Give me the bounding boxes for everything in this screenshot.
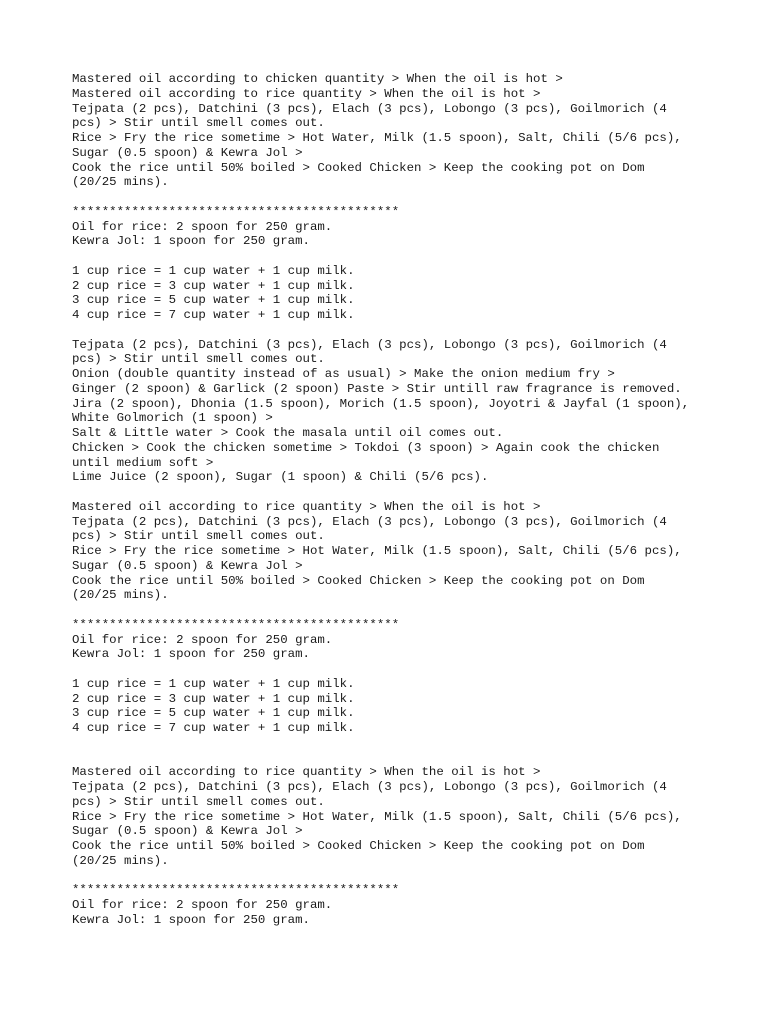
text-line: Sugar (0.5 spoon) & Kewra Jol > [72, 145, 303, 160]
text-line: Kewra Jol: 1 spoon for 250 gram. [72, 912, 310, 927]
text-line: Sugar (0.5 spoon) & Kewra Jol > [72, 558, 303, 573]
text-line: Rice > Fry the rice sometime > Hot Water, Milk (1.5 spoon), Salt, Chili (5/6 pcs), [72, 131, 682, 145]
blank-line [72, 249, 712, 264]
text-line: 2 cup rice = 3 cup water + 1 cup milk. [72, 278, 355, 293]
text-line: (20/25 mins). [72, 175, 169, 190]
document-body [72, 72, 712, 928]
blank-line [72, 485, 712, 500]
text-line: Kewra Jol: 1 spoon for 250 gram. [72, 234, 310, 249]
blank-line [72, 869, 712, 884]
text-line: Onion (double quantity instead of as usual) > Make the onion medium fry > [72, 367, 615, 381]
blank-line [72, 323, 712, 338]
text-line: 4 cup rice = 7 cup water + 1 cup milk. [72, 308, 355, 322]
text-line: pcs) > Stir until smell comes out. [72, 794, 325, 809]
blank-line [72, 736, 712, 751]
text-line: Lime Juice (2 spoon), Sugar (1 spoon) & Chili (5/6 pcs). [72, 470, 489, 485]
text-line: White Golmorich (1 spoon) > [72, 411, 273, 426]
text-line: Cook the rice until 50% boiled > Cooked Chicken > Keep the cooking pot on Dom [72, 160, 645, 175]
text-line: until medium soft > [72, 455, 214, 470]
text-line: pcs) > Stir until smell comes out. [72, 529, 325, 544]
blank-line [72, 603, 712, 618]
text-line: Cook the rice until 50% boiled > Cooked Chicken > Keep the cooking pot on Dom [72, 839, 645, 853]
text-line: pcs) > Stir until smell comes out. [72, 116, 325, 131]
text-line: Tejpata (2 pcs), Datchini (3 pcs), Elach (3 pcs), Lobongo (3 pcs), Goilmorich (4 [72, 101, 667, 116]
blank-line [72, 751, 712, 766]
text-line: Jira (2 spoon), Dhonia (1.5 spoon), Morich (1.5 spoon), Joyotri & Jayfal (1 spoon), [72, 396, 690, 411]
text-line: (20/25 mins). [72, 588, 169, 603]
text-line: pcs) > Stir until smell comes out. [72, 352, 325, 367]
text-line: Sugar (0.5 spoon) & Kewra Jol > [72, 824, 303, 839]
text-line: 3 cup rice = 5 cup water + 1 cup milk. [72, 293, 355, 308]
text-line: 2 cup rice = 3 cup water + 1 cup milk. [72, 691, 355, 706]
text-line: Rice > Fry the rice sometime > Hot Water, Milk (1.5 spoon), Salt, Chili (5/6 pcs), [72, 544, 682, 558]
text-line: Mastered oil according to rice quantity > When the oil is hot > [72, 765, 541, 780]
text-line: Rice > Fry the rice sometime > Hot Water, Milk (1.5 spoon), Salt, Chili (5/6 pcs), [72, 809, 682, 824]
separator-line: ******************************************** [72, 617, 400, 632]
text-line: Tejpata (2 pcs), Datchini (3 pcs), Elach (3 pcs), Lobongo (3 pcs), Goilmorich (4 [72, 780, 667, 794]
text-line: 1 cup rice = 1 cup water + 1 cup milk. [72, 676, 355, 691]
text-line: Oil for rice: 2 spoon for 250 gram. [72, 219, 333, 234]
text-line: 3 cup rice = 5 cup water + 1 cup milk. [72, 706, 355, 721]
text-line: Kewra Jol: 1 spoon for 250 gram. [72, 647, 310, 662]
text-line: Cook the rice until 50% boiled > Cooked Chicken > Keep the cooking pot on Dom [72, 573, 645, 588]
separator-line: ******************************************** [72, 204, 400, 219]
text-line: Mastered oil according to rice quantity > When the oil is hot > [72, 499, 541, 514]
blank-line [72, 662, 712, 677]
text-line: Oil for rice: 2 spoon for 250 gram. [72, 632, 333, 647]
text-line: Ginger (2 spoon) & Garlick (2 spoon) Paste > Stir untill raw fragrance is removed. [72, 381, 682, 396]
text-line: Mastered oil according to rice quantity > When the oil is hot > [72, 86, 541, 101]
text-line: Mastered oil according to chicken quantity > When the oil is hot > [72, 72, 563, 86]
text-line: 1 cup rice = 1 cup water + 1 cup milk. [72, 263, 355, 278]
text-line: Tejpata (2 pcs), Datchini (3 pcs), Elach (3 pcs), Lobongo (3 pcs), Goilmorich (4 [72, 514, 667, 529]
text-line: Oil for rice: 2 spoon for 250 gram. [72, 898, 333, 912]
text-line: Tejpata (2 pcs), Datchini (3 pcs), Elach (3 pcs), Lobongo (3 pcs), Goilmorich (4 [72, 337, 667, 352]
blank-line [72, 190, 712, 205]
text-line: (20/25 mins). [72, 853, 169, 868]
text-line: Salt & Little water > Cook the masala until oil comes out. [72, 426, 504, 440]
text-line: 4 cup rice = 7 cup water + 1 cup milk. [72, 721, 355, 735]
separator-line: ******************************************** [72, 883, 400, 898]
text-line: Chicken > Cook the chicken sometime > Tokdoi (3 spoon) > Again cook the chicken [72, 440, 660, 455]
